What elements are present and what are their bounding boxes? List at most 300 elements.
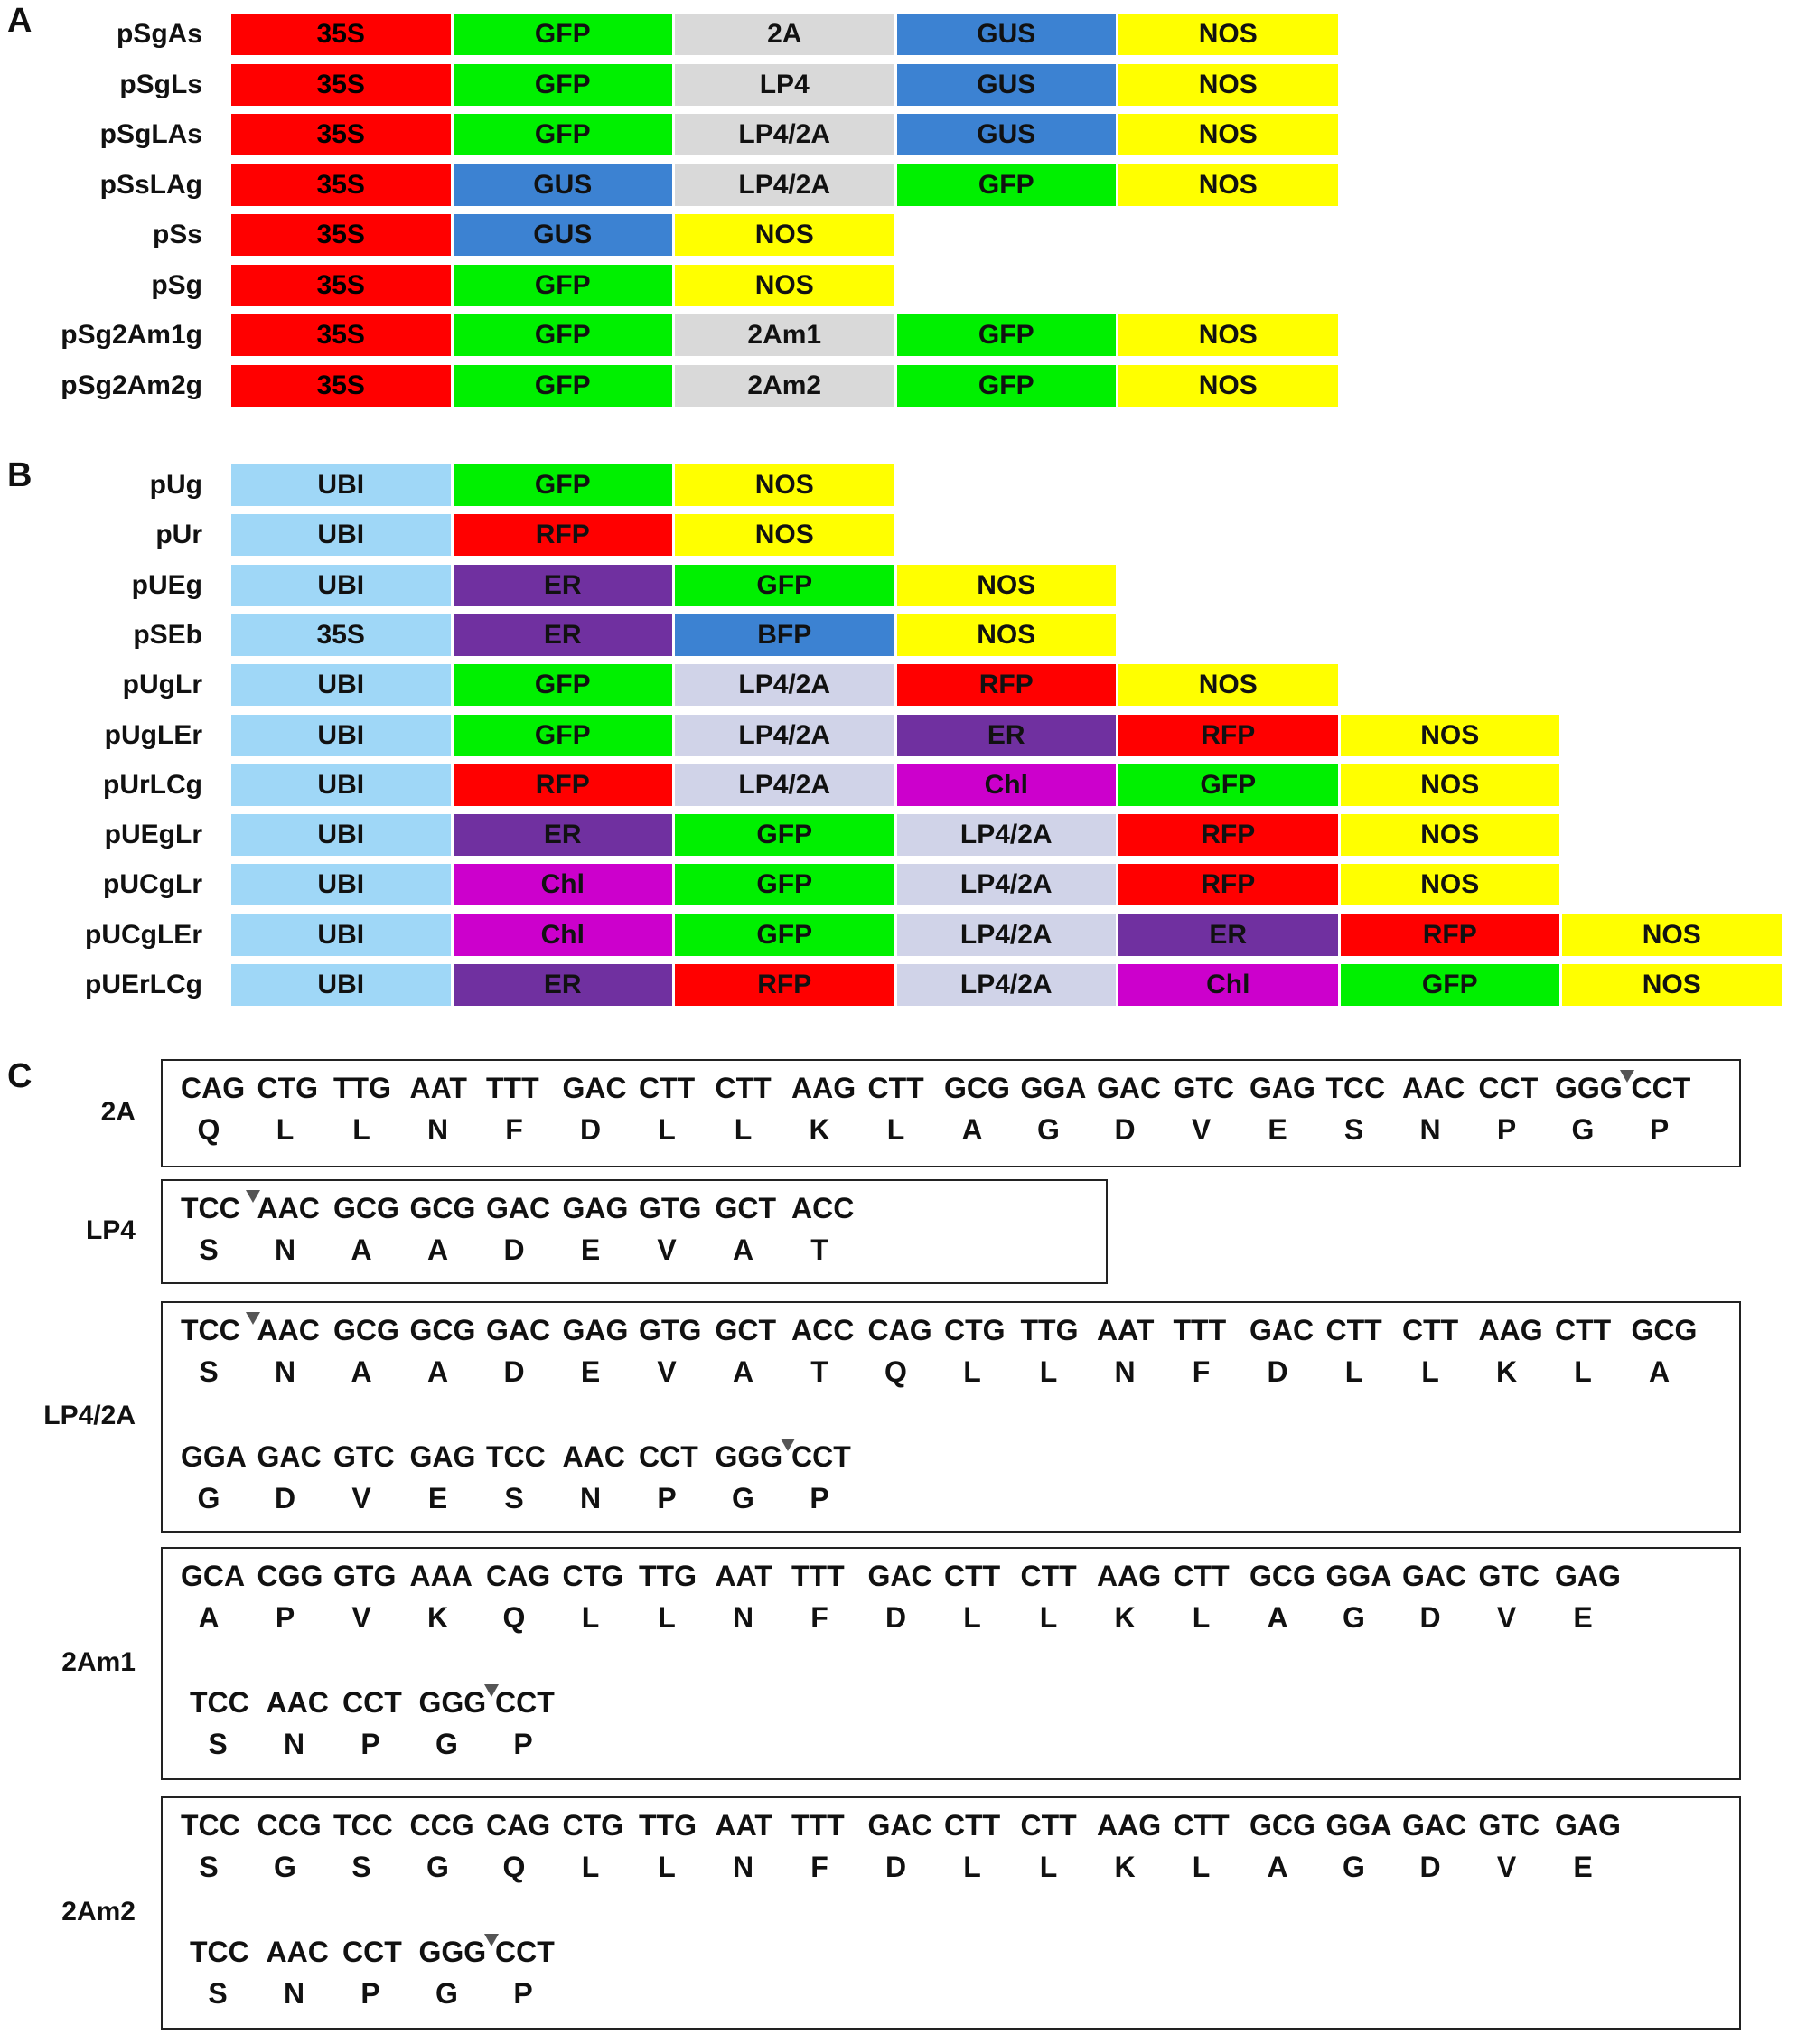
amino-acid: P: [513, 1977, 533, 2010]
codon: GTG: [333, 1560, 397, 1592]
amino-acid: A: [426, 1233, 449, 1266]
construct-segment: BFP: [675, 614, 894, 656]
amino-acid: S: [1343, 1113, 1364, 1146]
amino-acid: F: [505, 1113, 523, 1146]
codon: CTT: [639, 1072, 696, 1104]
codon: GAC: [1402, 1560, 1467, 1592]
codon: GCG: [944, 1072, 1010, 1104]
codon: GTG: [639, 1192, 702, 1224]
amino-acid: L: [1039, 1355, 1058, 1388]
amino-acid: E: [1268, 1113, 1287, 1146]
codon: CAG: [486, 1809, 551, 1842]
amino-acid: L: [963, 1355, 981, 1388]
codon: AAG: [1097, 1560, 1162, 1592]
amino-acid: A: [1267, 1851, 1288, 1883]
construct-segment: RFP: [675, 964, 894, 1006]
amino-acid: S: [199, 1355, 219, 1388]
amino-acid: D: [579, 1113, 602, 1146]
codon: GAG: [562, 1192, 629, 1224]
codon: GCG: [333, 1314, 399, 1346]
codon: TCC: [181, 1809, 240, 1842]
amino-acid: L: [886, 1113, 905, 1146]
codon: CTG: [562, 1560, 624, 1592]
construct-segment: LP4/2A: [675, 764, 894, 806]
codon: TCC: [190, 1936, 249, 1968]
codon: GTC: [333, 1440, 395, 1473]
amino-acid: A: [351, 1355, 372, 1388]
codon: TTT: [486, 1072, 539, 1104]
construct-label: pUg: [149, 470, 202, 500]
amino-acid: A: [961, 1113, 983, 1146]
codon: CTT: [1173, 1809, 1230, 1842]
construct-segment: LP4/2A: [897, 814, 1117, 856]
codon: GAG: [409, 1440, 476, 1473]
construct-segment: NOS: [675, 514, 894, 556]
construct-segment: GFP: [1118, 764, 1338, 806]
codon: CTT: [944, 1560, 1001, 1592]
amino-acid: E: [1573, 1601, 1593, 1634]
sequence-label: LP4: [85, 1215, 136, 1245]
amino-acid: D: [503, 1355, 525, 1388]
codon: TCC: [181, 1314, 240, 1346]
construct-segment: NOS: [1341, 864, 1560, 905]
codon: GCG: [333, 1192, 399, 1224]
codon: CCG: [409, 1809, 474, 1842]
codon: TTT: [1173, 1314, 1227, 1346]
codon: GGG: [715, 1440, 783, 1473]
codon: GTC: [1478, 1560, 1540, 1592]
codon: GTC: [1173, 1072, 1235, 1104]
amino-acid: L: [276, 1113, 295, 1146]
construct-segment: 2Am2: [675, 365, 894, 407]
construct-label: pSg2Am2g: [61, 370, 202, 400]
amino-acid: L: [581, 1851, 600, 1883]
codon: GAC: [867, 1560, 932, 1592]
codon: CTT: [715, 1072, 772, 1104]
codon: AAC: [257, 1314, 320, 1346]
codon: GCG: [1249, 1809, 1315, 1842]
codon: GGA: [1325, 1809, 1392, 1842]
amino-acid: N: [426, 1113, 449, 1146]
codon: AAT: [409, 1072, 467, 1104]
construct-segment: GFP: [454, 314, 673, 356]
codon: TCC: [333, 1809, 393, 1842]
construct-segment: UBI: [231, 864, 451, 905]
construct-segment: 35S: [231, 314, 451, 356]
codon: CTT: [1555, 1314, 1612, 1346]
amino-acid: A: [426, 1355, 449, 1388]
construct-segment: NOS: [1118, 114, 1338, 155]
sequence-label: 2A: [100, 1097, 136, 1127]
amino-acid: G: [1037, 1113, 1060, 1146]
codon: GTG: [639, 1314, 702, 1346]
construct-segment: NOS: [1118, 164, 1338, 206]
amino-acid: P: [657, 1482, 677, 1514]
codon: GAC: [562, 1072, 627, 1104]
construct-label: pUr: [155, 520, 202, 550]
codon: GCA: [181, 1560, 246, 1592]
amino-acid: L: [1039, 1601, 1058, 1634]
construct-segment: GFP: [454, 114, 673, 155]
construct-label: pUCgLEr: [85, 919, 202, 950]
construct-segment: ER: [1118, 914, 1338, 956]
construct-segment: LP4/2A: [675, 715, 894, 756]
construct-segment: Chl: [1118, 964, 1338, 1006]
construct-label: pSgLs: [119, 69, 202, 99]
construct-segment: RFP: [454, 764, 673, 806]
construct-segment: ER: [454, 964, 673, 1006]
amino-acid: G: [732, 1482, 754, 1514]
codon: GGG: [418, 1686, 487, 1719]
amino-acid: V: [351, 1601, 371, 1634]
amino-acid: Q: [502, 1851, 526, 1883]
amino-acid: V: [657, 1355, 677, 1388]
panel-letter-a: A: [7, 2, 33, 40]
codon: CCT: [1631, 1072, 1691, 1104]
construct-segment: RFP: [454, 514, 673, 556]
construct-segment: GUS: [454, 214, 673, 256]
amino-acid: L: [658, 1113, 676, 1146]
construct-segment: ER: [454, 814, 673, 856]
amino-acid: P: [1496, 1113, 1517, 1146]
construct-segment: NOS: [1118, 365, 1338, 407]
amino-acid: P: [810, 1482, 829, 1514]
construct-segment: GFP: [454, 265, 673, 306]
amino-acid: D: [1419, 1851, 1441, 1883]
amino-acid: Q: [197, 1113, 220, 1146]
codon: CTT: [1325, 1314, 1382, 1346]
construct-segment: UBI: [231, 814, 451, 856]
construct-segment: UBI: [231, 914, 451, 956]
construct-segment: 2Am1: [675, 314, 894, 356]
amino-acid: F: [810, 1601, 828, 1634]
codon: CCT: [495, 1686, 555, 1719]
amino-acid: A: [351, 1233, 372, 1266]
construct-segment: GUS: [897, 14, 1117, 55]
construct-segment: UBI: [231, 764, 451, 806]
construct-segment: UBI: [231, 464, 451, 506]
amino-acid: G: [426, 1851, 449, 1883]
construct-segment: 35S: [231, 164, 451, 206]
construct-segment: RFP: [1118, 814, 1338, 856]
codon: CAG: [867, 1314, 932, 1346]
amino-acid: S: [199, 1851, 219, 1883]
construct-segment: NOS: [675, 265, 894, 306]
codon: GGA: [181, 1440, 247, 1473]
amino-acid: L: [963, 1601, 981, 1634]
construct-segment: GFP: [675, 914, 894, 956]
construct-segment: NOS: [675, 464, 894, 506]
codon: CAG: [181, 1072, 246, 1104]
construct-label: pSsLAg: [99, 169, 202, 200]
amino-acid: S: [199, 1233, 219, 1266]
codon: CTG: [257, 1072, 319, 1104]
construct-segment: NOS: [1341, 715, 1560, 756]
amino-acid: E: [427, 1482, 448, 1514]
amino-acid: E: [580, 1355, 601, 1388]
amino-acid: A: [1648, 1355, 1671, 1388]
codon: AAG: [1097, 1809, 1162, 1842]
amino-acid: G: [435, 1977, 458, 2010]
amino-acid: A: [198, 1601, 220, 1634]
amino-acid: L: [352, 1113, 370, 1146]
amino-acid: D: [1419, 1601, 1441, 1634]
construct-segment: Chl: [897, 764, 1117, 806]
amino-acid: L: [1192, 1851, 1211, 1883]
codon: CTT: [1173, 1560, 1230, 1592]
amino-acid: L: [1039, 1851, 1058, 1883]
construct-segment: GUS: [454, 164, 673, 206]
amino-acid: Q: [884, 1355, 907, 1388]
codon: GAC: [1249, 1314, 1315, 1346]
construct-segment: GFP: [897, 164, 1117, 206]
codon: CTT: [1020, 1809, 1077, 1842]
codon: ACC: [791, 1192, 855, 1224]
construct-segment: ER: [897, 715, 1117, 756]
amino-acid: N: [283, 1977, 305, 2010]
codon: GAG: [1555, 1809, 1621, 1842]
amino-acid: G: [274, 1851, 296, 1883]
amino-acid: V: [657, 1233, 677, 1266]
codon: GAG: [1249, 1072, 1315, 1104]
construct-segment: 35S: [231, 14, 451, 55]
construct-label: pSEb: [133, 619, 202, 650]
amino-acid: A: [732, 1355, 754, 1388]
construct-segment: Chl: [454, 864, 673, 905]
codon: GAC: [1097, 1072, 1162, 1104]
amino-acid: S: [351, 1851, 371, 1883]
construct-segment: GFP: [1341, 964, 1560, 1006]
amino-acid: V: [1191, 1113, 1212, 1146]
amino-acid: L: [658, 1851, 676, 1883]
construct-segment: ER: [454, 614, 673, 656]
codon: AAT: [1097, 1314, 1155, 1346]
construct-segment: NOS: [1118, 314, 1338, 356]
amino-acid: N: [283, 1728, 305, 1760]
amino-acid: G: [197, 1482, 220, 1514]
construct-segment: UBI: [231, 715, 451, 756]
sequence-label: LP4/2A: [43, 1401, 136, 1430]
amino-acid: V: [351, 1482, 371, 1514]
codon: GTC: [1478, 1809, 1540, 1842]
amino-acid: L: [1192, 1601, 1211, 1634]
construct-label: pSgLAs: [99, 119, 202, 149]
construct-segment: LP4/2A: [675, 164, 894, 206]
construct-label: pUgLr: [122, 670, 202, 700]
codon: GAC: [867, 1809, 932, 1842]
sequence-label: 2Am1: [61, 1647, 136, 1677]
construct-segment: GFP: [897, 365, 1117, 407]
codon: GCG: [1249, 1560, 1315, 1592]
amino-acid: T: [810, 1233, 828, 1266]
amino-acid: V: [1496, 1601, 1517, 1634]
amino-acid: D: [1267, 1355, 1288, 1388]
amino-acid: S: [504, 1482, 524, 1514]
codon: AAT: [715, 1809, 772, 1842]
panel-letter-c: C: [7, 1057, 33, 1095]
construct-segment: 2A: [675, 14, 894, 55]
amino-acid: F: [810, 1851, 828, 1883]
amino-acid: L: [581, 1601, 600, 1634]
amino-acid: K: [1495, 1355, 1518, 1388]
construct-segment: UBI: [231, 514, 451, 556]
construct-segment: NOS: [897, 614, 1117, 656]
codon: CTT: [1402, 1314, 1459, 1346]
construct-label: pUgLEr: [104, 719, 202, 750]
codon: CCG: [257, 1809, 322, 1842]
amino-acid: N: [1114, 1355, 1136, 1388]
amino-acid: P: [513, 1728, 533, 1760]
construct-segment: GFP: [897, 314, 1117, 356]
codon: AAC: [562, 1440, 625, 1473]
construct-segment: NOS: [1562, 914, 1782, 956]
construct-segment: NOS: [675, 214, 894, 256]
construct-segment: Chl: [454, 914, 673, 956]
construct-label: pUEgLr: [104, 820, 202, 850]
construct-segment: RFP: [897, 664, 1117, 706]
amino-acid: D: [503, 1233, 525, 1266]
construct-segment: 35S: [231, 114, 451, 155]
codon: GAG: [562, 1314, 629, 1346]
sequence-label: 2Am2: [61, 1897, 136, 1927]
codon: CTG: [944, 1314, 1006, 1346]
construct-label: pSg2Am1g: [61, 320, 202, 350]
amino-acid: D: [884, 1851, 907, 1883]
codon: AAC: [266, 1686, 329, 1719]
amino-acid: K: [809, 1113, 830, 1146]
codon: GGG: [418, 1936, 487, 1968]
amino-acid: P: [1649, 1113, 1670, 1146]
codon: TTG: [639, 1560, 697, 1592]
construct-segment: GFP: [454, 715, 673, 756]
codon: CCT: [639, 1440, 698, 1473]
codon: TTG: [639, 1809, 697, 1842]
amino-acid: G: [1571, 1113, 1595, 1146]
amino-acid: N: [1419, 1113, 1441, 1146]
construct-label: pUErLCg: [85, 970, 202, 999]
amino-acid: N: [732, 1601, 754, 1634]
amino-acid: V: [1496, 1851, 1517, 1883]
codon: CTT: [867, 1072, 924, 1104]
codon: GGA: [1325, 1560, 1392, 1592]
construct-segment: LP4/2A: [897, 964, 1117, 1006]
construct-segment: LP4/2A: [897, 864, 1117, 905]
amino-acid: K: [426, 1601, 449, 1634]
amino-acid: L: [1344, 1355, 1363, 1388]
construct-segment: GFP: [675, 565, 894, 606]
construct-label: pSgAs: [116, 19, 202, 49]
construct-segment: LP4/2A: [675, 114, 894, 155]
codon: AAG: [791, 1072, 856, 1104]
codon: GAC: [1402, 1809, 1467, 1842]
amino-acid: G: [435, 1728, 458, 1760]
codon: AAC: [266, 1936, 329, 1968]
amino-acid: D: [274, 1482, 296, 1514]
construct-segment: NOS: [1562, 964, 1782, 1006]
codon: GCG: [409, 1192, 476, 1224]
codon: CTT: [1020, 1560, 1077, 1592]
codon: CAG: [486, 1560, 551, 1592]
amino-acid: Q: [502, 1601, 526, 1634]
codon: CTG: [562, 1809, 624, 1842]
codon: GCT: [715, 1192, 777, 1224]
construct-segment: GUS: [897, 64, 1117, 106]
codon: TCC: [190, 1686, 249, 1719]
amino-acid: D: [884, 1601, 907, 1634]
construct-segment: UBI: [231, 664, 451, 706]
amino-acid: A: [732, 1233, 754, 1266]
codon: GAC: [257, 1440, 322, 1473]
codon: GGA: [1020, 1072, 1087, 1104]
construct-segment: RFP: [1118, 715, 1338, 756]
codon: TTT: [791, 1560, 845, 1592]
amino-acid: E: [1573, 1851, 1593, 1883]
codon: GCG: [409, 1314, 476, 1346]
construct-segment: GFP: [454, 365, 673, 407]
codon: CCT: [1478, 1072, 1539, 1104]
codon: GAC: [486, 1314, 551, 1346]
construct-segment: UBI: [231, 565, 451, 606]
amino-acid: K: [1114, 1601, 1136, 1634]
amino-acid: L: [1574, 1355, 1592, 1388]
construct-segment: 35S: [231, 365, 451, 407]
amino-acid: N: [274, 1233, 296, 1266]
codon: TCC: [486, 1440, 546, 1473]
codon: TTT: [791, 1809, 845, 1842]
construct-segment: LP4/2A: [675, 664, 894, 706]
amino-acid: E: [580, 1233, 601, 1266]
construct-segment: GFP: [454, 14, 673, 55]
construct-label: pSg: [151, 269, 202, 300]
construct-segment: GFP: [454, 664, 673, 706]
construct-segment: NOS: [1341, 764, 1560, 806]
construct-label: pUrLCg: [103, 769, 202, 800]
construct-label: pUCgLr: [103, 869, 202, 900]
codon: AAG: [1478, 1314, 1543, 1346]
codon: CTT: [944, 1809, 1001, 1842]
codon: GCT: [715, 1314, 777, 1346]
construct-label: pSs: [152, 220, 202, 249]
construct-segment: NOS: [1341, 814, 1560, 856]
construct-segment: GFP: [675, 814, 894, 856]
amino-acid: N: [274, 1355, 296, 1388]
amino-acid: N: [732, 1851, 754, 1883]
construct-label: pUEg: [131, 569, 202, 600]
construct-segment: NOS: [1118, 64, 1338, 106]
amino-acid: K: [1114, 1851, 1136, 1883]
codon: GCG: [1631, 1314, 1698, 1346]
construct-segment: ER: [454, 565, 673, 606]
amino-acid: L: [658, 1601, 676, 1634]
amino-acid: P: [360, 1977, 380, 2010]
construct-segment: 35S: [231, 214, 451, 256]
codon: TCC: [181, 1192, 240, 1224]
construct-segment: GUS: [897, 114, 1117, 155]
codon: TCC: [1325, 1072, 1386, 1104]
construct-segment: NOS: [897, 565, 1117, 606]
construct-segment: 35S: [231, 64, 451, 106]
amino-acid: G: [1343, 1851, 1365, 1883]
codon: CCT: [791, 1440, 851, 1473]
codon: CCT: [342, 1686, 402, 1719]
codon: ACC: [791, 1314, 855, 1346]
amino-acid: N: [579, 1482, 602, 1514]
codon: GAG: [1555, 1560, 1621, 1592]
codon: CGG: [257, 1560, 323, 1592]
amino-acid: L: [1421, 1355, 1439, 1388]
amino-acid: D: [1114, 1113, 1136, 1146]
codon: TTG: [333, 1072, 391, 1104]
